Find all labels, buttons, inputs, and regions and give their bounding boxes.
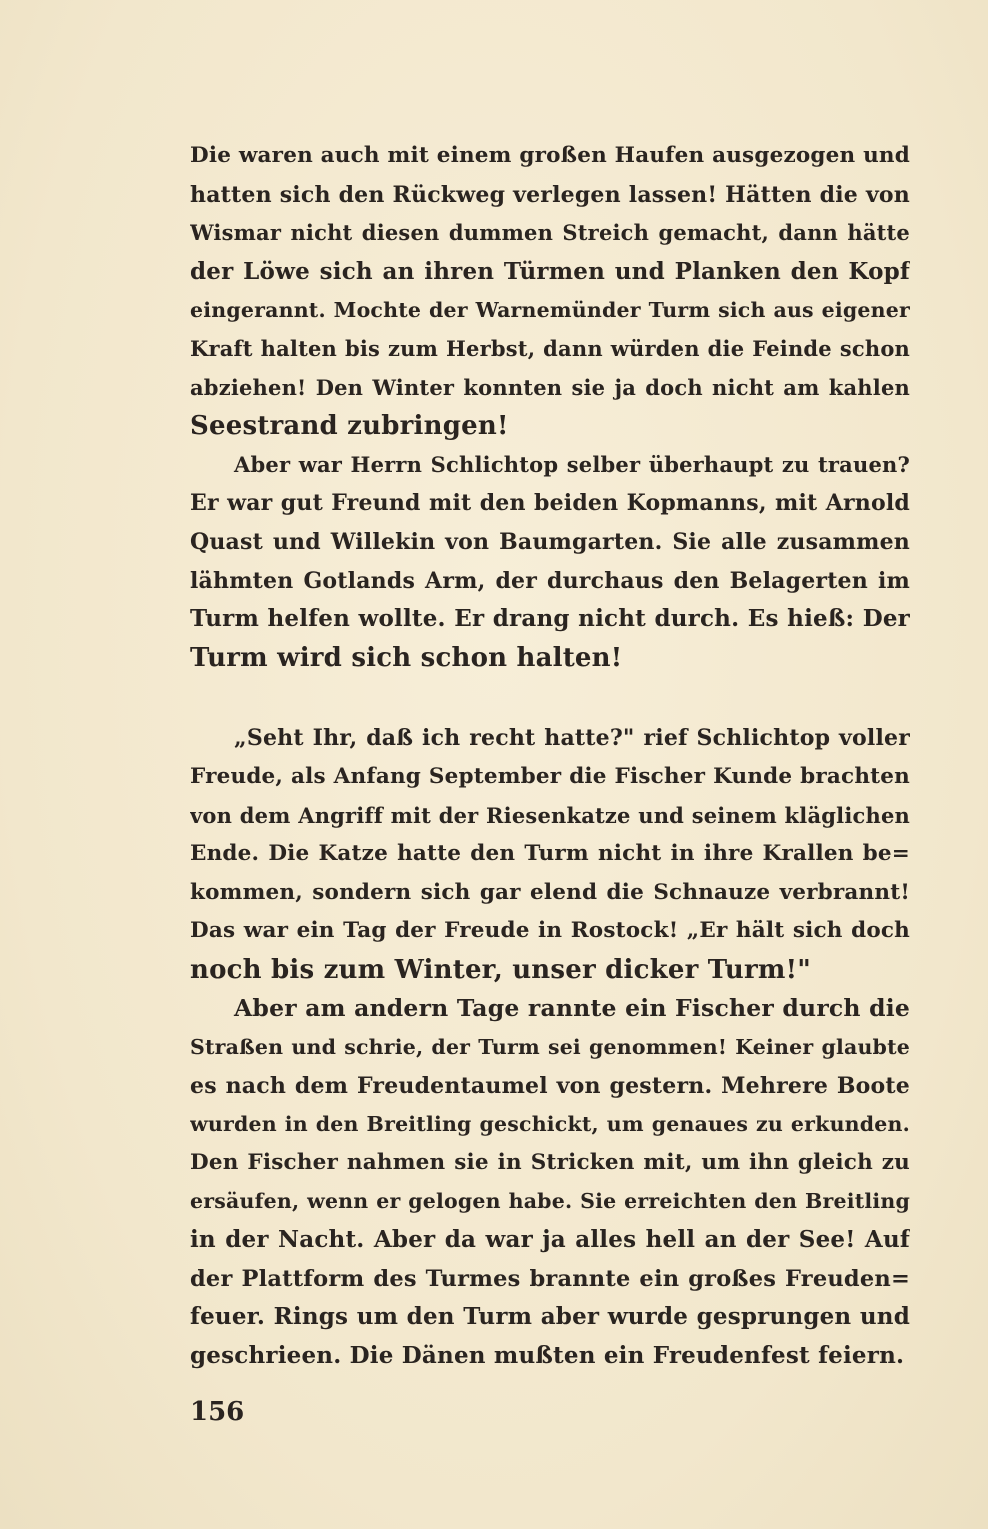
text-line: Wismar nicht diesen dummen Streich gemacht, dann hätte [190, 220, 910, 246]
text-line: Seestrand zubringen! [190, 411, 509, 442]
text-line: der Löwe sich an ihren Türmen und Planken den Kopf [190, 257, 910, 285]
text-line: es nach dem Freudentaumel von gestern. Mehrere Boote [190, 1072, 910, 1099]
text-line: feuer. Rings um den Turm aber wurde gesprungen und [190, 1303, 910, 1331]
text-line: lähmten Gotlands Arm, der durchaus den Belagerten im [190, 567, 910, 594]
text-line: abziehen! Den Winter konnten sie ja doch nicht am kahlen [190, 374, 910, 400]
text-line: in der Nacht. Aber da war ja alles hell an der See! Auf [190, 1226, 910, 1254]
body-text [190, 137, 910, 1375]
text-line: Aber war Herrn Schlichtop selber überhaupt zu trauen? [234, 451, 910, 477]
text-line: von dem Angriff mit der Riesenkatze und seinem kläglichen [190, 802, 910, 828]
text-line: ersäufen, wenn er gelogen habe. Sie erreichten den Breitling [190, 1189, 910, 1214]
text-line: Straßen und schrie, der Turm sei genommen! Keiner glaubte [190, 1035, 910, 1060]
text-line: eingerannt. Mochte der Warnemünder Turm sich aus eigener [190, 298, 910, 323]
text-line: Freude, als Anfang September die Fischer Kunde brachten [190, 763, 910, 789]
text-line: Kraft halten bis zum Herbst, dann würden die Feinde schon [190, 335, 910, 361]
section-gap [190, 677, 910, 719]
paragraph-1 [190, 137, 910, 446]
text-line: Turm wird sich schon halten! [190, 642, 623, 673]
text-line: geschrieen. Die Dänen mußten ein Freudenfest feiern. [190, 1341, 905, 1369]
text-line: kommen, sondern sich gar elend die Schnauze verbrannt! [190, 879, 910, 905]
text-line: „Seht Ihr, daß ich recht hatte?" rief Schlichtop voller [234, 725, 910, 752]
paragraph-2 [190, 446, 910, 678]
text-line: Das war ein Tag der Freude in Rostock! „Er hält sich doch [190, 918, 910, 944]
page-number: 156 [190, 1397, 245, 1427]
paragraph-4 [190, 989, 910, 1375]
text-line: Er war gut Freund mit den beiden Kopmanns, mit Arnold [190, 490, 910, 517]
text-line: hatten sich den Rückweg verlegen lassen! Hätten die von [190, 181, 910, 208]
text-line: noch bis zum Winter, unser dicker Turm!" [190, 954, 811, 985]
text-line: Den Fischer nahmen sie in Stricken mit, um ihn gleich zu [190, 1149, 910, 1175]
text-line: der Plattform des Turmes brannte ein großes Freuden= [190, 1265, 910, 1292]
paragraph-3 [190, 719, 910, 989]
text-line: Aber am andern Tage rannte ein Fischer durch die [234, 994, 910, 1023]
text-line: Turm helfen wollte. Er drang nicht durch. Es hieß: Der [190, 605, 910, 633]
text-line: Quast und Willekin von Baumgarten. Sie alle zusammen [190, 528, 910, 555]
text-line: wurden in den Breitling geschickt, um genaues zu erkunden. [190, 1112, 910, 1137]
text-line: Die waren auch mit einem großen Haufen ausgezogen und [190, 143, 910, 168]
text-line: Ende. Die Katze hatte den Turm nicht in ihre Krallen be= [190, 841, 910, 867]
